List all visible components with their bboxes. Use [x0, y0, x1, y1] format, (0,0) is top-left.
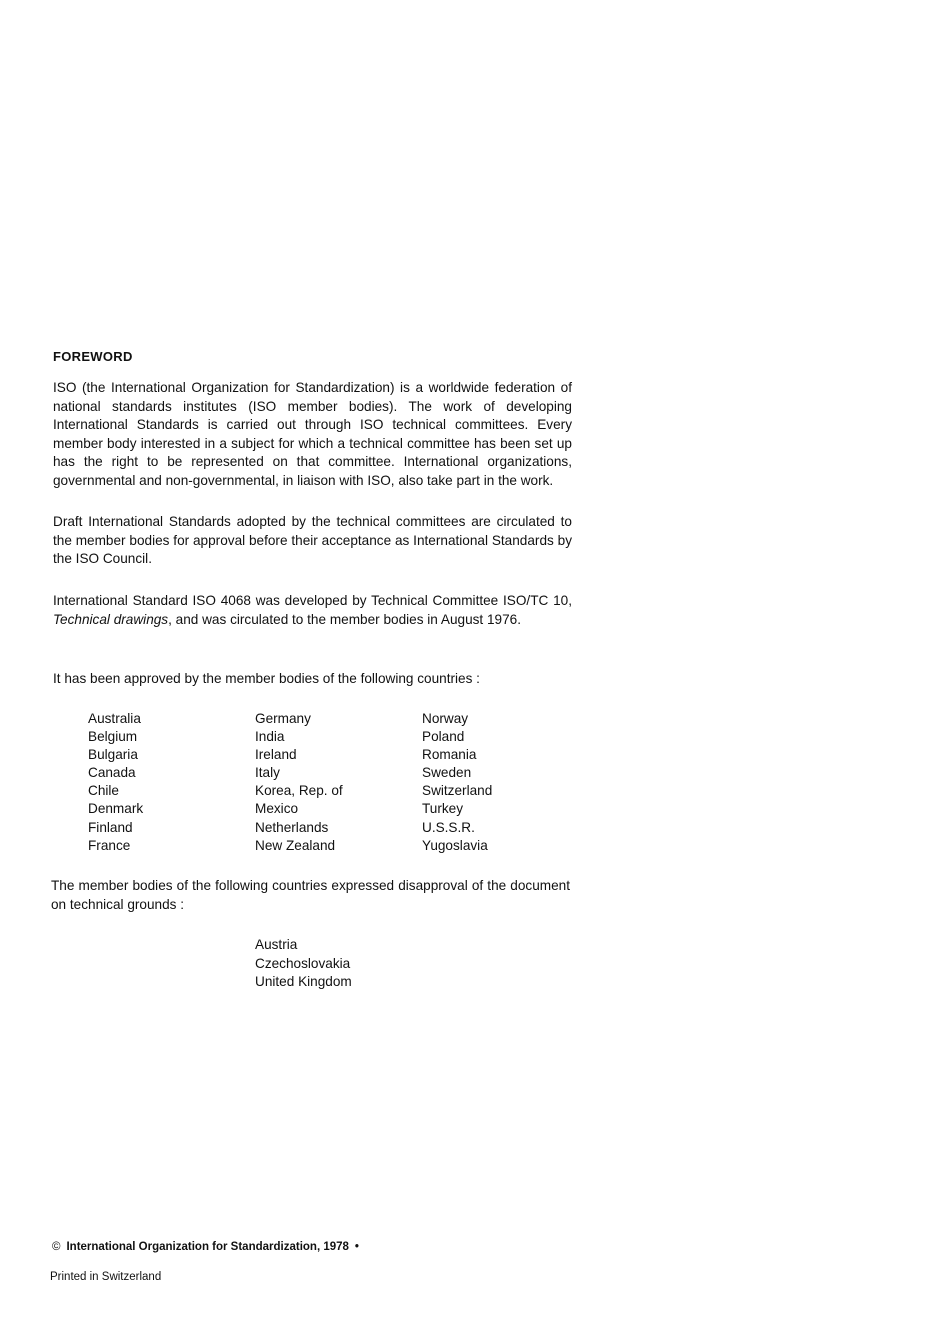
development-text-end: , and was circulated to the member bodies in August 1976. [168, 611, 522, 627]
country-item: Sweden [422, 765, 472, 781]
approved-countries-column-1 [88, 710, 143, 855]
country-item: Austria [255, 937, 298, 952]
country-item: Netherlands [255, 819, 329, 835]
country-item: Canada [88, 765, 136, 781]
country-item: Czechoslovakia [255, 955, 351, 971]
committee-title: Technical drawings [53, 611, 169, 627]
country-item: Bulgaria [88, 747, 138, 763]
paragraph-development [53, 592, 572, 629]
country-item: Yugoslavia [422, 837, 488, 853]
country-item: Germany [255, 711, 311, 726]
paragraph-draft-standards: Draft International Standards adopted by the technical committees are circulated to the member bodies for approval before their acceptance as International Standards by the ISO Council. [53, 514, 572, 566]
paragraph-approval: It has been approved by the member bodies of the following countries : [53, 671, 480, 686]
country-item: New Zealand [255, 837, 336, 853]
country-item: Denmark [88, 801, 144, 817]
country-item: Korea, Rep. of [255, 783, 343, 799]
country-item: Australia [88, 711, 141, 726]
country-item: United Kingdom [255, 974, 352, 990]
copyright-symbol-icon: © [52, 1241, 61, 1253]
foreword-heading: FOREWORD [53, 349, 133, 364]
copyright-notice [52, 1241, 359, 1253]
printed-location: Printed in Switzerland [50, 1271, 162, 1283]
country-item: Switzerland [422, 783, 493, 799]
bullet-icon: • [354, 1241, 359, 1253]
country-item: India [255, 729, 285, 745]
country-item: Italy [255, 765, 280, 781]
country-item: Turkey [422, 801, 464, 817]
country-item: Poland [422, 729, 465, 745]
country-item: Ireland [255, 747, 297, 763]
disapproved-countries-list [255, 936, 352, 992]
paragraph-disapproval: The member bodies of the following countries expressed disapproval of the document on technical grounds : [51, 878, 570, 912]
approved-countries-column-3 [422, 710, 492, 855]
country-item: Finland [88, 819, 133, 835]
paragraph-iso-intro: ISO (the International Organization for Standardization) is a worldwide federation of national standards institutes (ISO member bodies). The work of developing International Standards is carried out through ISO technical committees. Every member body interested in a subject for which a technical committee has been set up has the right to be represented on that committee. International organizations, governmental and non-governmental, in liaison with ISO, also take part in the work. [53, 380, 572, 488]
country-item: France [88, 837, 131, 853]
approved-countries-column-2 [255, 710, 343, 855]
copyright-text: International Organization for Standardization, 1978 [66, 1241, 349, 1253]
country-item: Romania [422, 747, 477, 763]
country-item: Belgium [88, 729, 138, 745]
country-item: Norway [422, 711, 469, 726]
country-item: Chile [88, 783, 119, 799]
country-item: U.S.S.R. [422, 819, 475, 835]
country-item: Mexico [255, 801, 299, 817]
development-text-start: International Standard ISO 4068 was developed by Technical Committee ISO/TC 10, [53, 593, 572, 608]
